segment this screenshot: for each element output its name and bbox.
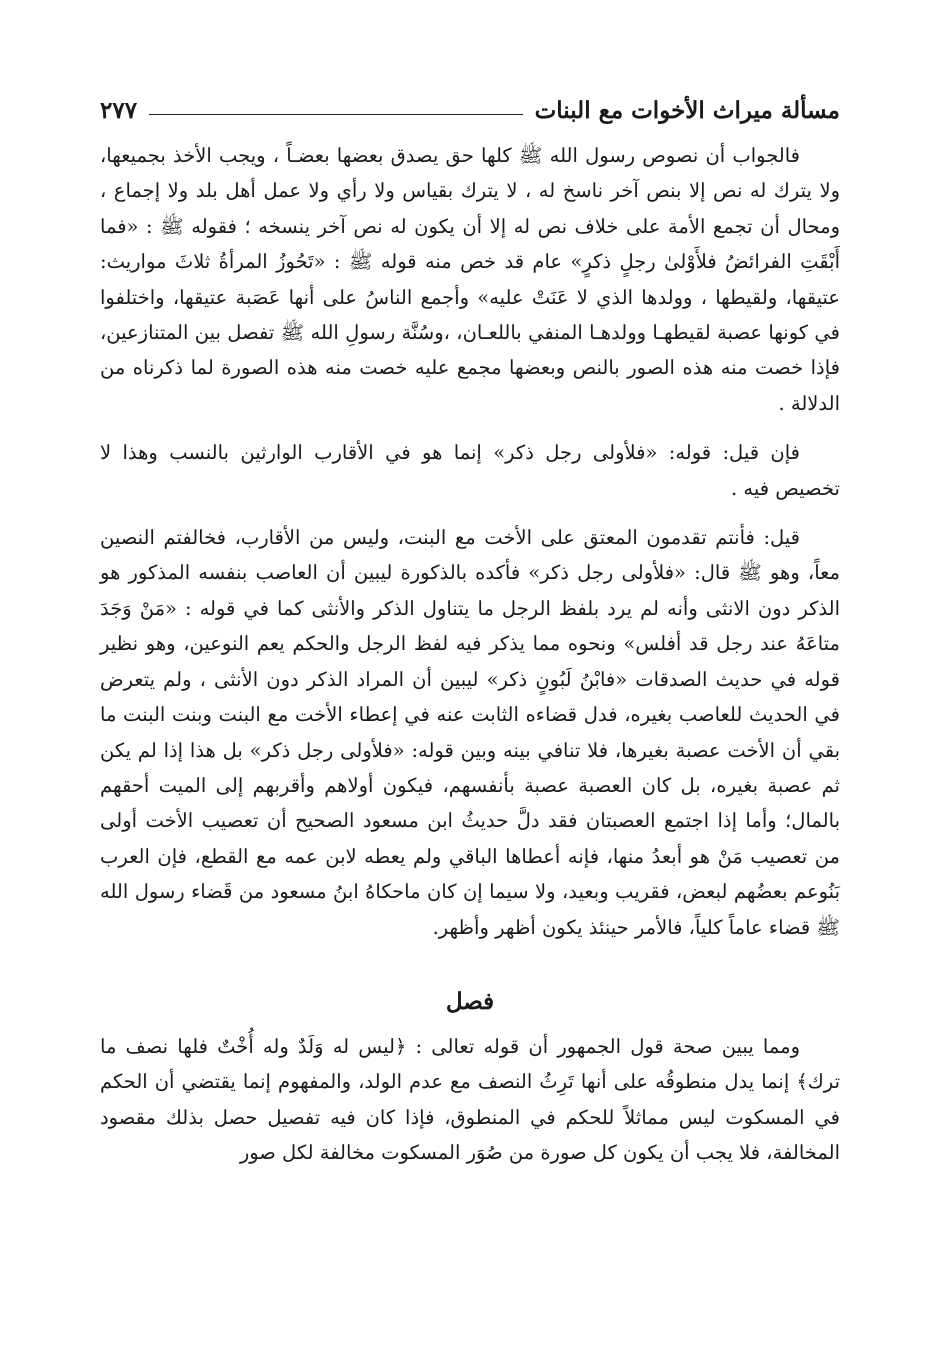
running-header bbox=[100, 90, 840, 130]
section-heading: فصل bbox=[445, 987, 495, 1015]
running-title: مسألة ميراث الأخوات مع البنات bbox=[534, 96, 840, 124]
book-page bbox=[100, 90, 840, 1330]
header-rule bbox=[149, 114, 523, 115]
body-paragraph: قيل: فأنتم تقدمون المعتق على الأخت مع البنت، وليس من الأقارب، فخالفتم النصين معاً، وهو ﷺ قال: «فلأولى رجل ذكر» فأكده بالذكورة ليبين أن العاصب بنفسه المذكور هو الذكر دون الانثى وأنه لم يرد بلفظ الرجل ما يتناول الذكر والأنثى كما في قوله : «مَنْ وَجَدَ متاعَهُ عند رجل قد أفلس» ونحوه مما يذكر فيه لفظ الرجل والحكم يعم النوعين، وهو نظير قوله في حديث الصدقات «فابْنُ لَبُونٍ ذكر» ليبين أن المراد الذكر دون الأنثى ، ولم يتعرض في الحديث للعاصب بغيره، فدل قضاءه الثابت عنه في إعطاء الأخت مع البنت وبنت البنت ما بقي أن الأخت عصبة بغيرها، فلا تنافي بينه وبين قوله: «فلأولى رجل ذكر» بل هذا إذا لم يكن ثم عصبة بغيره، بل كان العصبة عصبة بأنفسهم، فيكون أولاهم وأقربهم إلى الميت أحقهم بالمال؛ وأما إذا اجتمع العصبتان فقد دلَّ حديثُ ابن مسعود الصحيح أن تعصيب الأخت أولى من تعصيب مَنْ هو أبعدُ منها، فإنه أعطاها الباقي ولم يعطه لابن عمه مع القطع، فإن العرب بَنُوعم بعضُهم لبعض، فقريب وبعيد، ولا سيما إن كان ماحكاهُ ابنُ مسعود من قَضاء رسول الله ﷺ قضاء عاماً كلياً، فالأمر حينئذ يكون أظهر وأظهر. bbox=[100, 526, 840, 939]
body-paragraph: فإن قيل: قوله: «فلأولى رجل ذكر» إنما هو في الأقارب الوارثين بالنسب وهذا لا تخصيص فيه . bbox=[100, 441, 840, 500]
page-number: ٢٧٧ bbox=[100, 96, 138, 124]
section-paragraph: ومما يبين صحة قول الجمهور أن قوله تعالى : ﴿ليس له وَلَدٌ وله أُخْتٌ فلها نصف ما ترك﴾ إنما يدل منطوقُه على أنها تَرِثُ النصف مع عدم الولد، والمفهوم إنما يقتضي أن الحكم في المسكوت ليس مماثلاً للحكم في المنطوق، فإذا كان فيه تفصيل حصل بذلك مقصود المخالفة، فلا يجب أن يكون كل صورة من صُوَر المسكوت مخالفة لكل صور bbox=[100, 1034, 840, 1165]
body-paragraph: فالجواب أن نصوص رسول الله ﷺ كلها حق يصدق بعضها بعضـاً ، ويجب الأخذ بجميعها، ولا يترك له نص إلا بنص آخر ناسخ له ، لا يترك بقياس ولا رأي ولا عمل أهل بلد ولا إجماع ، ومحال أن تجمع الأمة على خلاف نص له إلا أن يكون له نص آخر ينسخه ؛ فقوله ﷺ : «فما أَبْقَتِ الفرائضُ فلأَوْلىٰ رجلٍ ذكرٍ» عام قد خص منه قوله ﷺ : «تَحُوزُ المرأةُ ثلاثَ مواريث: عتيقها، ولقيطها ، وولدها الذي لا عَنَتْ عليه» وأجمع الناسُ على أنها عَصَبة عتيقها، واختلفوا في كونها عصبة لقيطهـا وولدهـا المنفي باللعـان، ،وسُنَّة رسولِ الله ﷺ تفصل بين المتنازعين، فإذا خصت منه هذه الصور بالنص وبعضها مجمع عليه خصت منه هذه الصورة لما ذكرناه من الدلالة . bbox=[100, 144, 840, 415]
